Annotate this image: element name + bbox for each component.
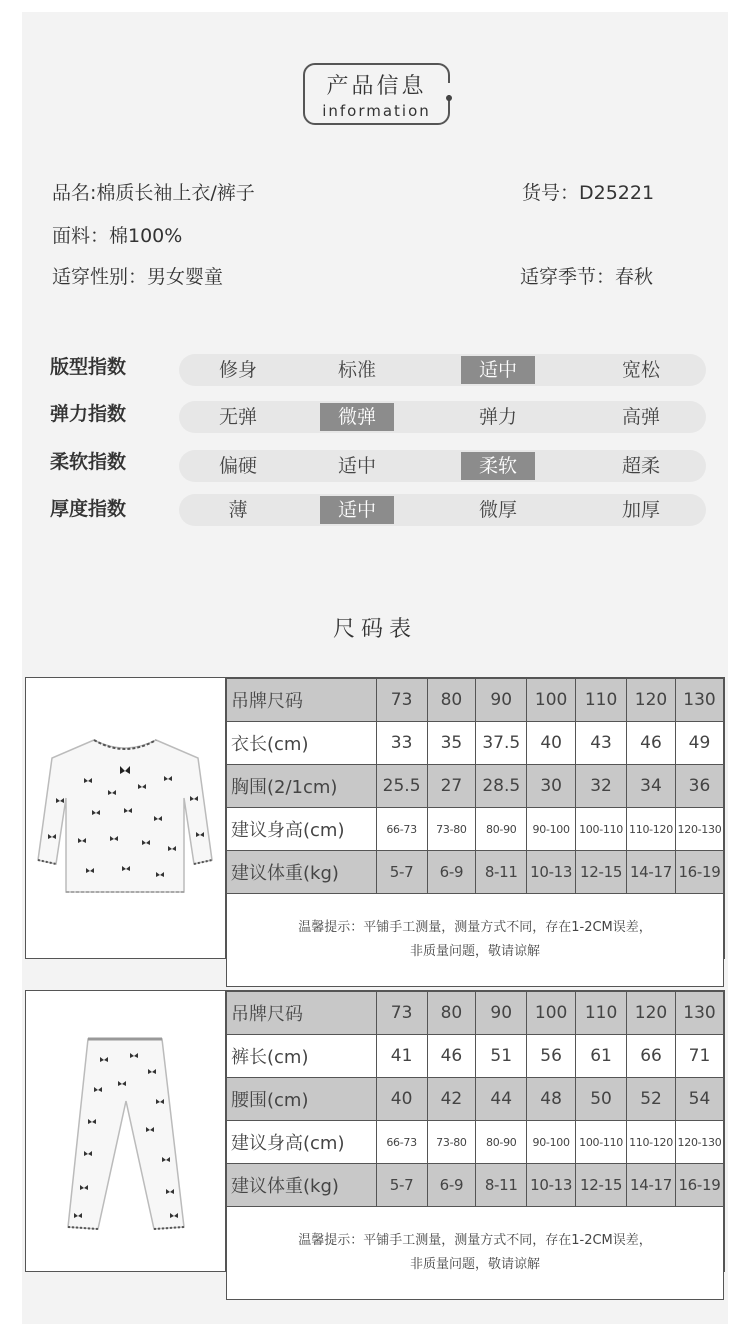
table-cell: 12-15 [576,851,627,894]
table-cell: 73-80 [427,808,476,851]
table-cell: 25.5 [376,765,427,808]
table-cell: 40 [376,1078,427,1121]
table-cell: 73-80 [427,1121,476,1164]
index-label: 厚度指数 [50,498,127,520]
table-cell: 30 [527,765,576,808]
table-cell: 100-110 [576,808,627,851]
table-note [227,1207,724,1300]
table-cell: 16-19 [675,1164,723,1207]
table-cell: 80-90 [476,1121,527,1164]
pants-size-grid [226,991,724,1300]
table-cell: 衣长(cm) [227,722,377,765]
table-cell: 54 [675,1078,723,1121]
table-cell: 46 [427,1035,476,1078]
table-cell: 吊牌尺码 [227,992,377,1035]
table-cell: 100 [527,679,576,722]
table-cell: 33 [376,722,427,765]
table-cell: 36 [675,765,723,808]
table-row [227,894,724,987]
table-cell: 41 [376,1035,427,1078]
table-cell: 80 [427,992,476,1035]
table-cell: 66-73 [376,808,427,851]
index-option: 偏硬 [218,455,257,477]
pants-size-table [25,990,725,1272]
index-option: 宽松 [621,359,660,381]
table-cell: 建议身高(cm) [227,1121,377,1164]
table-cell: 42 [427,1078,476,1121]
table-cell: 90-100 [527,808,576,851]
dot-icon [446,95,452,101]
table-row [227,992,724,1035]
table-row [227,1121,724,1164]
table-cell: 腰围(cm) [227,1078,377,1121]
table-cell: 120-130 [675,808,723,851]
table-row [227,1078,724,1121]
table-cell: 110-120 [627,1121,676,1164]
table-cell: 66-73 [376,1121,427,1164]
table-cell: 120 [627,992,676,1035]
table-cell: 建议体重(kg) [227,1164,377,1207]
table-cell: 49 [675,722,723,765]
index-option: 超柔 [621,455,660,477]
table-cell: 吊牌尺码 [227,679,377,722]
table-cell: 71 [675,1035,723,1078]
table-note [227,894,724,987]
table-cell: 建议体重(kg) [227,851,377,894]
table-row [227,1164,724,1207]
table-cell: 10-13 [527,1164,576,1207]
table-cell: 90-100 [527,1121,576,1164]
table-cell: 16-19 [675,851,723,894]
index-option: 高弹 [621,406,660,428]
table-cell: 46 [627,722,676,765]
table-cell: 130 [675,679,723,722]
product-season: 适穿季节：春秋 [520,266,654,288]
index-option: 适中 [337,455,376,477]
table-cell: 28.5 [476,765,527,808]
table-cell: 90 [476,992,527,1035]
table-row [227,722,724,765]
table-cell: 50 [576,1078,627,1121]
table-cell: 73 [376,992,427,1035]
table-cell: 80 [427,679,476,722]
note-line: 非质量问题，敬请谅解 [409,944,540,959]
table-cell: 120-130 [675,1121,723,1164]
product-gender: 适穿性别：男女婴童 [52,266,224,288]
table-cell: 34 [627,765,676,808]
index-bar [179,401,706,433]
table-cell: 8-11 [476,851,527,894]
badge-title: 产品信息 [326,74,427,99]
info-badge [303,63,450,125]
table-cell: 8-11 [476,1164,527,1207]
table-row [227,765,724,808]
table-cell: 胸围(2/1cm) [227,765,377,808]
index-option: 修身 [218,359,257,381]
table-row [227,1207,724,1300]
table-cell: 120 [627,679,676,722]
product-sku: 货号：D25221 [522,182,655,204]
table-cell: 56 [527,1035,576,1078]
note-line: 温馨提示：平铺手工测量，测量方式不同，存在1-2CM误差， [298,920,652,935]
index-option-selected: 适中 [461,356,535,384]
table-row [227,808,724,851]
table-cell: 66 [627,1035,676,1078]
table-row [227,851,724,894]
index-option-selected: 适中 [320,496,394,524]
table-cell: 35 [427,722,476,765]
note-line: 非质量问题，敬请谅解 [409,1257,540,1272]
table-cell: 5-7 [376,1164,427,1207]
table-cell: 52 [627,1078,676,1121]
index-label: 弹力指数 [50,403,127,425]
table-cell: 44 [476,1078,527,1121]
table-cell: 10-13 [527,851,576,894]
index-option: 无弹 [218,406,257,428]
table-cell: 110 [576,679,627,722]
index-label: 版型指数 [50,356,127,378]
size-chart-title: 尺码表 [332,617,417,642]
index-bar [179,354,706,386]
index-option: 标准 [337,359,376,381]
table-cell: 100 [527,992,576,1035]
table-cell: 27 [427,765,476,808]
table-cell: 裤长(cm) [227,1035,377,1078]
index-bar [179,450,706,482]
note-line: 温馨提示：平铺手工测量，测量方式不同，存在1-2CM误差， [298,1233,652,1248]
long-sleeve-top-icon [26,678,224,958]
table-cell: 73 [376,679,427,722]
index-option: 弹力 [478,406,517,428]
index-label: 柔软指数 [50,451,127,473]
table-cell: 51 [476,1035,527,1078]
index-option: 薄 [228,499,248,521]
badge-subtitle: information [322,102,431,120]
product-fabric: 面料：棉100% [52,225,183,247]
table-cell: 43 [576,722,627,765]
index-option-selected: 柔软 [461,452,535,480]
pants-garment-image [26,991,226,1271]
top-size-table [25,677,725,959]
table-cell: 100-110 [576,1121,627,1164]
table-cell: 14-17 [627,1164,676,1207]
table-cell: 5-7 [376,851,427,894]
top-size-grid [226,678,724,987]
table-row [227,1035,724,1078]
table-cell: 14-17 [627,851,676,894]
table-cell: 48 [527,1078,576,1121]
table-row [227,679,724,722]
table-cell: 90 [476,679,527,722]
table-cell: 建议身高(cm) [227,808,377,851]
index-bar [179,494,706,526]
index-option-selected: 微弹 [320,403,394,431]
table-cell: 6-9 [427,851,476,894]
table-cell: 110-120 [627,808,676,851]
index-option: 加厚 [621,499,660,521]
table-cell: 32 [576,765,627,808]
pants-icon [26,991,224,1271]
table-cell: 12-15 [576,1164,627,1207]
top-garment-image [26,678,226,958]
index-option: 微厚 [478,499,517,521]
product-name: 品名:棉质长袖上衣/裤子 [52,182,255,204]
table-cell: 61 [576,1035,627,1078]
table-cell: 40 [527,722,576,765]
table-cell: 110 [576,992,627,1035]
table-cell: 37.5 [476,722,527,765]
table-cell: 80-90 [476,808,527,851]
table-cell: 6-9 [427,1164,476,1207]
table-cell: 130 [675,992,723,1035]
